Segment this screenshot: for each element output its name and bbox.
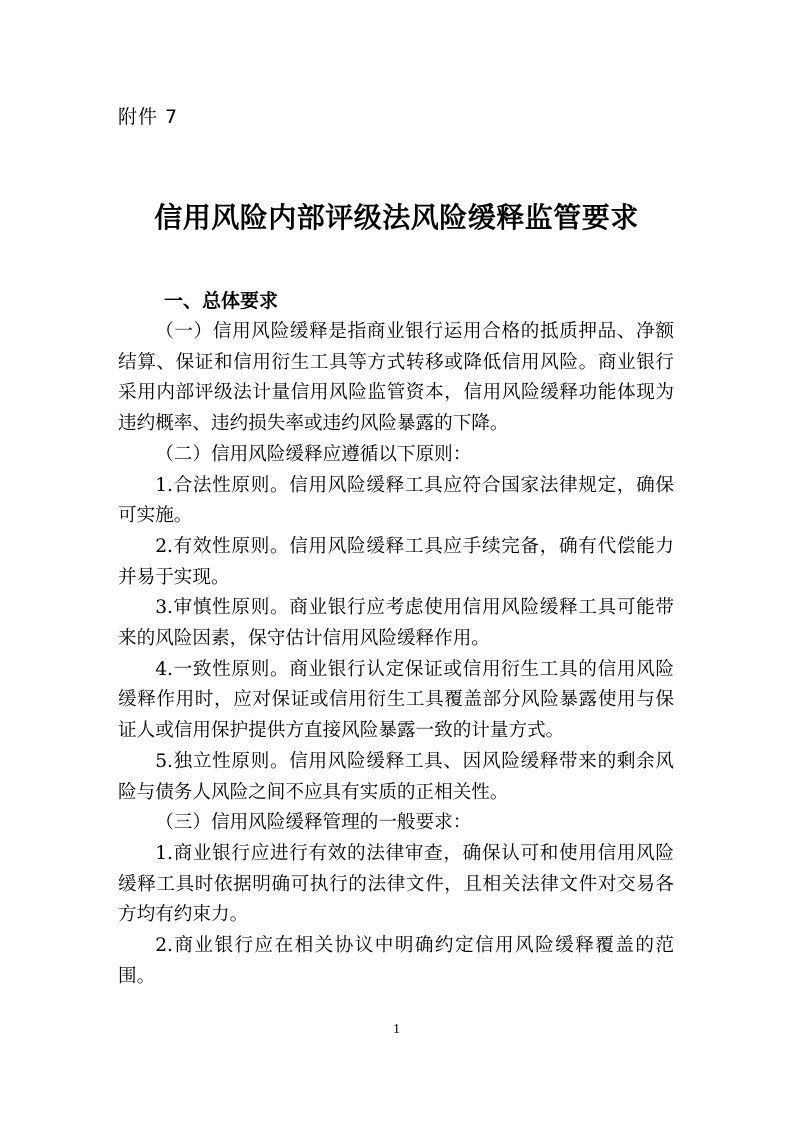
document-body bbox=[118, 317, 674, 992]
page-number: 1 bbox=[393, 1022, 400, 1037]
paragraph-principle-consistency: 4.一致性原则。商业银行认定保证或信用衍生工具的信用风险缓释作用时，应对保证或信用衍生工具覆盖部分风险暴露使用与保证人或信用保护提供方直接风险暴露一致的计量方式。 bbox=[118, 658, 674, 742]
paragraph-definition: （一）信用风险缓释是指商业银行运用合格的抵质押品、净额结算、保证和信用衍生工具等方式转移或降低信用风险。商业银行采用内部评级法计量信用风险监管资本，信用风险缓释功能体现为违约概率、违约损失率或违约风险暴露的下降。 bbox=[118, 321, 674, 435]
paragraph-management-intro: （三）信用风险缓释管理的一般要求： bbox=[155, 812, 472, 834]
paragraph-management-legal-review: 1.商业银行应进行有效的法律审查，确保认可和使用信用风险缓释工具时依据明确可执行的法律文件，且相关法律文件对交易各方均有约束力。 bbox=[118, 842, 674, 926]
document-title: 信用风险内部评级法风险缓释监管要求 bbox=[154, 201, 639, 234]
paragraph-principle-effectiveness: 2.有效性原则。信用风险缓释工具应手续完备，确有代偿能力并易于实现。 bbox=[118, 535, 674, 588]
attachment-label: 附件 7 bbox=[118, 106, 179, 128]
paragraph-principles-intro: （二）信用风险缓释应遵循以下原则： bbox=[155, 443, 472, 465]
section-heading-general-requirements: 一、总体要求 bbox=[164, 290, 279, 312]
paragraph-management-coverage: 2.商业银行应在相关协议中明确约定信用风险缓释覆盖的范围。 bbox=[118, 935, 674, 987]
paragraph-principle-prudence: 3.审慎性原则。商业银行应考虑使用信用风险缓释工具可能带来的风险因素，保守估计信用风险缓释作用。 bbox=[118, 597, 674, 650]
paragraph-principle-legality: 1.合法性原则。信用风险缓释工具应符合国家法律规定，确保可实施。 bbox=[118, 474, 674, 527]
paragraph-principle-independence: 5.独立性原则。信用风险缓释工具、因风险缓释带来的剩余风险与债务人风险之间不应具有实质的正相关性。 bbox=[118, 750, 674, 803]
